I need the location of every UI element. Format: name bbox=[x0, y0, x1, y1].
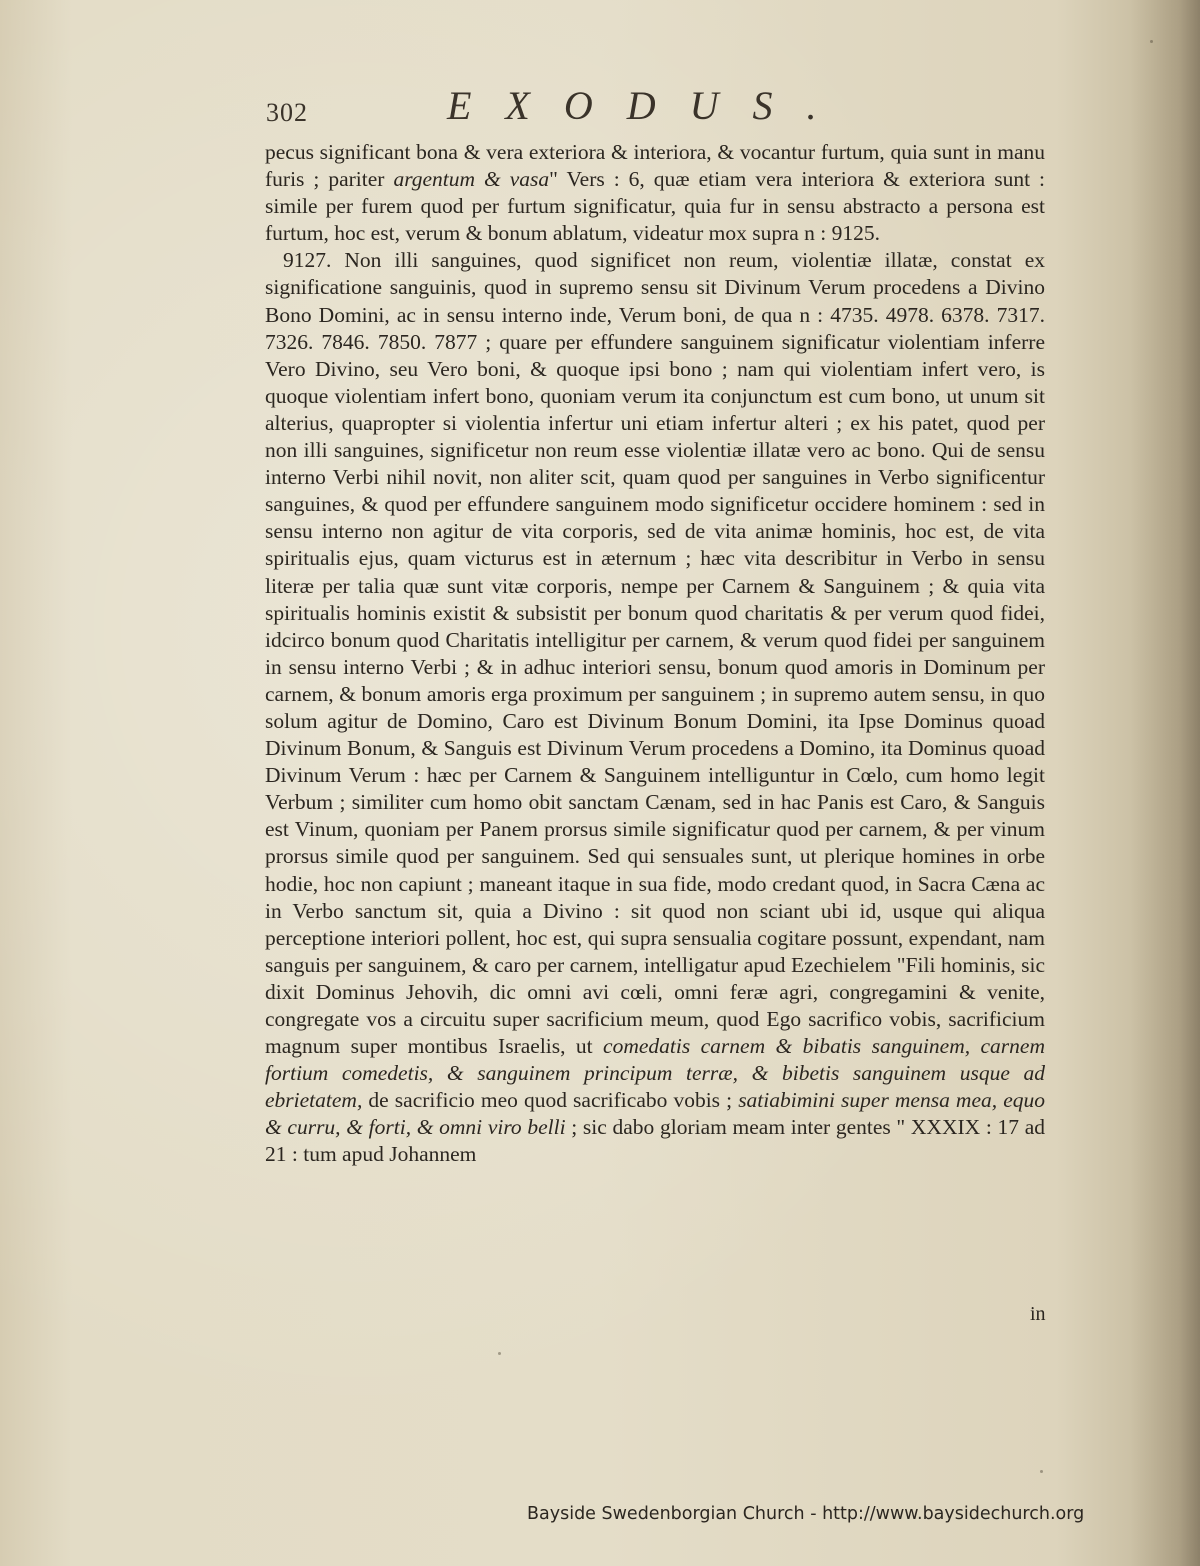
text-run: ; sic dabo gloriam meam inter gentes " XXXIX : 17 ad 21 : tum apud Johannem bbox=[265, 1115, 1045, 1167]
text-run: de sacrificio meo quod sacrificabo vobis ; bbox=[362, 1088, 739, 1113]
italic-run: satiabimini super mensa mea, equo & curru, & forti, & omni viro belli bbox=[265, 1088, 1045, 1140]
italic-run: argentum & vasa bbox=[393, 167, 550, 192]
body-text bbox=[265, 139, 1045, 1169]
paper-speck bbox=[1040, 1470, 1043, 1473]
paragraph-9127 bbox=[265, 247, 1045, 1168]
page-edge-shadow bbox=[1130, 0, 1200, 1566]
text-run: pecus significant bona & vera exteriora & interiora, & vocantur furtum, quia sunt in manu furis ; pariter bbox=[265, 140, 1045, 192]
italic-run: comedatis carnem & bibatis sanguinem, carnem fortium comedetis, & sanguinem principum terræ, & bibetis sanguinem usque ad ebrietatem, bbox=[265, 1034, 1045, 1113]
footer-credit: Bayside Swedenborgian Church - http://www.baysidechurch.org bbox=[527, 1504, 1085, 1524]
page-number: 302 bbox=[266, 98, 308, 127]
paragraph-continued bbox=[265, 139, 1045, 247]
text-run: " Vers : 6, quæ etiam vera interiora & exteriora sunt : simile per furem quod per furtum significatur, quia fur in sensu abstracto a persona est furtum, hoc est, verum & bonum ablatum, videatur mox supra n : 9125. bbox=[265, 167, 1045, 246]
book-title: EXODUS. bbox=[447, 83, 851, 128]
text-run: 9127. Non illi sanguines, quod significet non reum, violentiæ illatæ, constat ex significatione sanguinis, quod in supremo sensu sit Divinum Verum procedens a Divino Bono Domini, ac in sensu interno inde, Verum boni, de qua n : 4735. 4978. 6378. 7317. 7326. 7846. 7850. 7877 ; quare per effundere sanguinem significatur violentiam inferre Vero Divino, seu Vero boni, & quoque ipsi bono ; nam qui violentiam infert vero, is quoque violentiam infert bono, quoniam verum ita conjunctum est cum bono, ut unum sit alterius, quapropter si violentia infertur uni etiam infertur alteri ; ex his patet, quod per non illi sanguines, significetur non reum esse violentiæ illatæ vero ac bono. Qui de sensu interno Verbi nihil novit, non aliter scit, quam quod per sanguines in Verbo significentur sanguines, & quod per effundere sanguinem modo significetur occidere hominem : sed in sensu interno non agitur de vita corporis, sed de vita animæ hominis, hoc est, de vita spiritualis ejus, quam victurus est in æternum ; hæc vita describitur in Verbo in sensu literæ per talia quæ sunt vitæ corporis, nempe per Carnem & Sanguinem ; & quia vita spiritualis hominis existit & subsistit per bonum quod charitatis & per verum quod fidei, idcirco bonum quod Charitatis intelligitur per carnem, & verum quod fidei per sanguinem in sensu interno Verbi ; & in adhuc interiori sensu, bonum quod amoris in Dominum per carnem, & bonum amoris erga proximum per sanguinem ; in supremo autem sensu, in quo solum agitur de Domino, Caro est Divinum Bonum Domini, ita Ipse Dominus quoad Divinum Bonum, & Sanguis est Divinum Verum procedens a Domino, ita Dominus quoad Divinum Verum : hæc per Carnem & Sanguinem intelliguntur in Cœlo, cum homo legit Verbum ; similiter cum homo obit sanctam Cænam, sed in hac Panis est Caro, & Sanguis est Vinum, quoniam per Panem prorsus simile significatur quod per carnem, & per vinum prorsus simile quod per sanguinem. Sed qui sensuales sunt, ut plerique homines in orbe hodie, hoc non capiunt ; maneant itaque in sua fide, modo credant quod, in Sacra Cæna ac in Verbo sanctum sit, quia a Divino : sit quod non sciant ubi id, usque qui aliqua perceptione interiori pollent, hoc est, qui supra sensualia cogitare possunt, expendant, nam sanguis per sanguinem, & caro per carnem, intelligatur apud Ezechielem "Fili hominis, sic dixit Dominus Jehovih, dic omni avi cœli, omni feræ agri, congregamini & venite, congregate vos a circuitu super sacrificium meum, quod Ego sacrifico vobis, sacrificium magnum super montibus Israelis, ut bbox=[265, 248, 1045, 1059]
running-head bbox=[262, 82, 962, 130]
catchword: in bbox=[1030, 1303, 1046, 1325]
paper-speck bbox=[1150, 40, 1153, 43]
paper-speck bbox=[498, 1352, 501, 1355]
